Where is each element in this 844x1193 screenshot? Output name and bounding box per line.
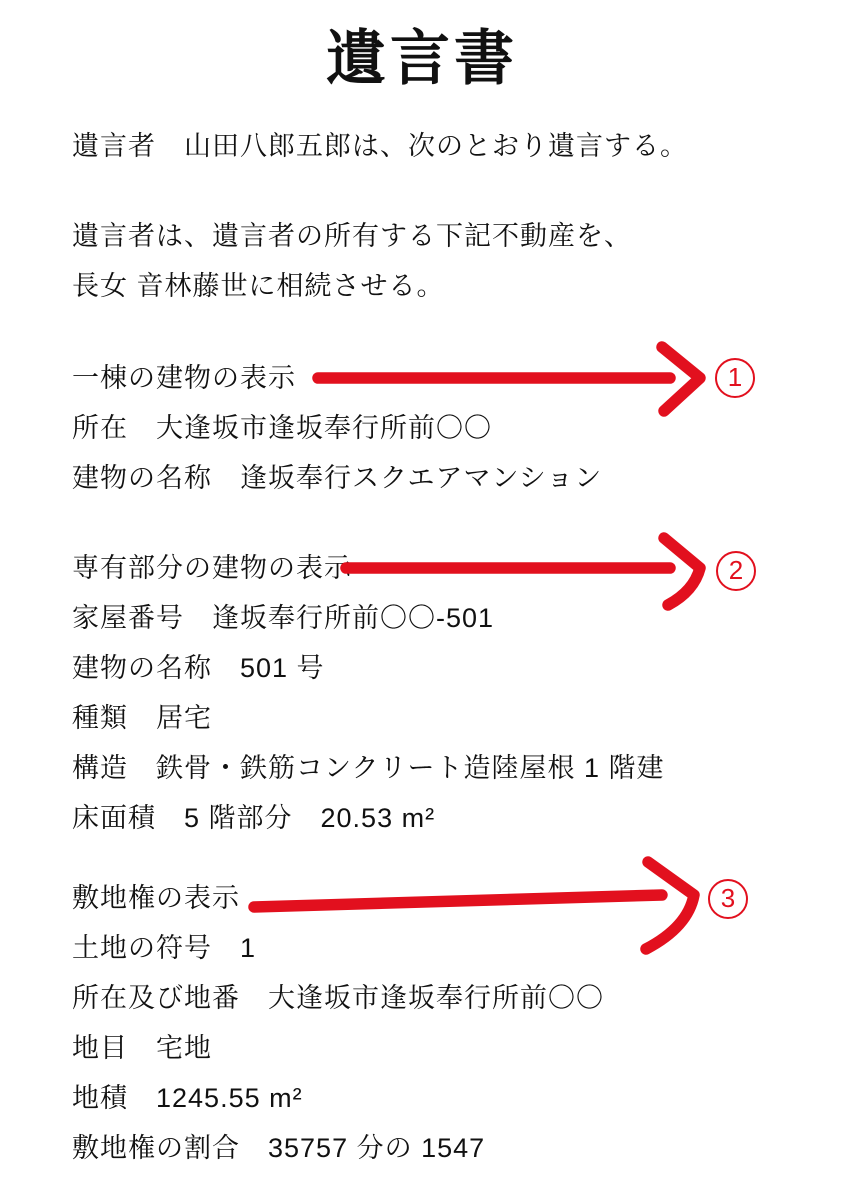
section-heading-site-right: 敷地権の表示 — [72, 883, 240, 913]
section3-land-area-line: 地積 1245.55 m² — [72, 1083, 303, 1113]
section2-floor-area-line: 床面積 5 階部分 20.53 m² — [72, 803, 436, 833]
section3-land-symbol-line: 土地の符号 1 — [72, 933, 257, 963]
section1-location-line: 所在 大逢坂市逢坂奉行所前〇〇 — [72, 413, 492, 443]
section-heading-exclusive-part: 専有部分の建物の表示 — [72, 553, 352, 583]
section2-building-name-line: 建物の名称 501 号 — [72, 653, 325, 683]
circled-number-3-badge: 3 — [708, 879, 748, 919]
section3-location-lot-line: 所在及び地番 大逢坂市逢坂奉行所前〇〇 — [72, 983, 604, 1013]
section2-structure-line: 構造 鉄骨・鉄筋コンクリート造陸屋根 1 階建 — [72, 753, 665, 783]
intro-property-line: 遺言者は、遺言者の所有する下記不動産を、 — [72, 221, 632, 251]
document-body — [72, 121, 844, 1173]
section-heading-building-whole: 一棟の建物の表示 — [72, 363, 296, 393]
section1-building-name-line: 建物の名称 逢坂奉行スクエアマンション — [72, 463, 603, 493]
circled-number-1-badge: 1 — [715, 358, 755, 398]
section3-site-right-ratio-line: 敷地権の割合 35757 分の 1547 — [72, 1133, 486, 1163]
intro-heir-line: 長女 音林藤世に相続させる。 — [72, 271, 445, 301]
section2-house-number-line: 家屋番号 逢坂奉行所前〇〇-501 — [72, 603, 495, 633]
circled-number-2-badge: 2 — [716, 551, 756, 591]
section3-land-category-line: 地目 宅地 — [72, 1033, 212, 1063]
intro-testator-line: 遺言者 山田八郎五郎は、次のとおり遺言する。 — [72, 131, 688, 161]
document-title: 遺言書 — [326, 25, 518, 92]
section2-type-line: 種類 居宅 — [72, 703, 212, 733]
